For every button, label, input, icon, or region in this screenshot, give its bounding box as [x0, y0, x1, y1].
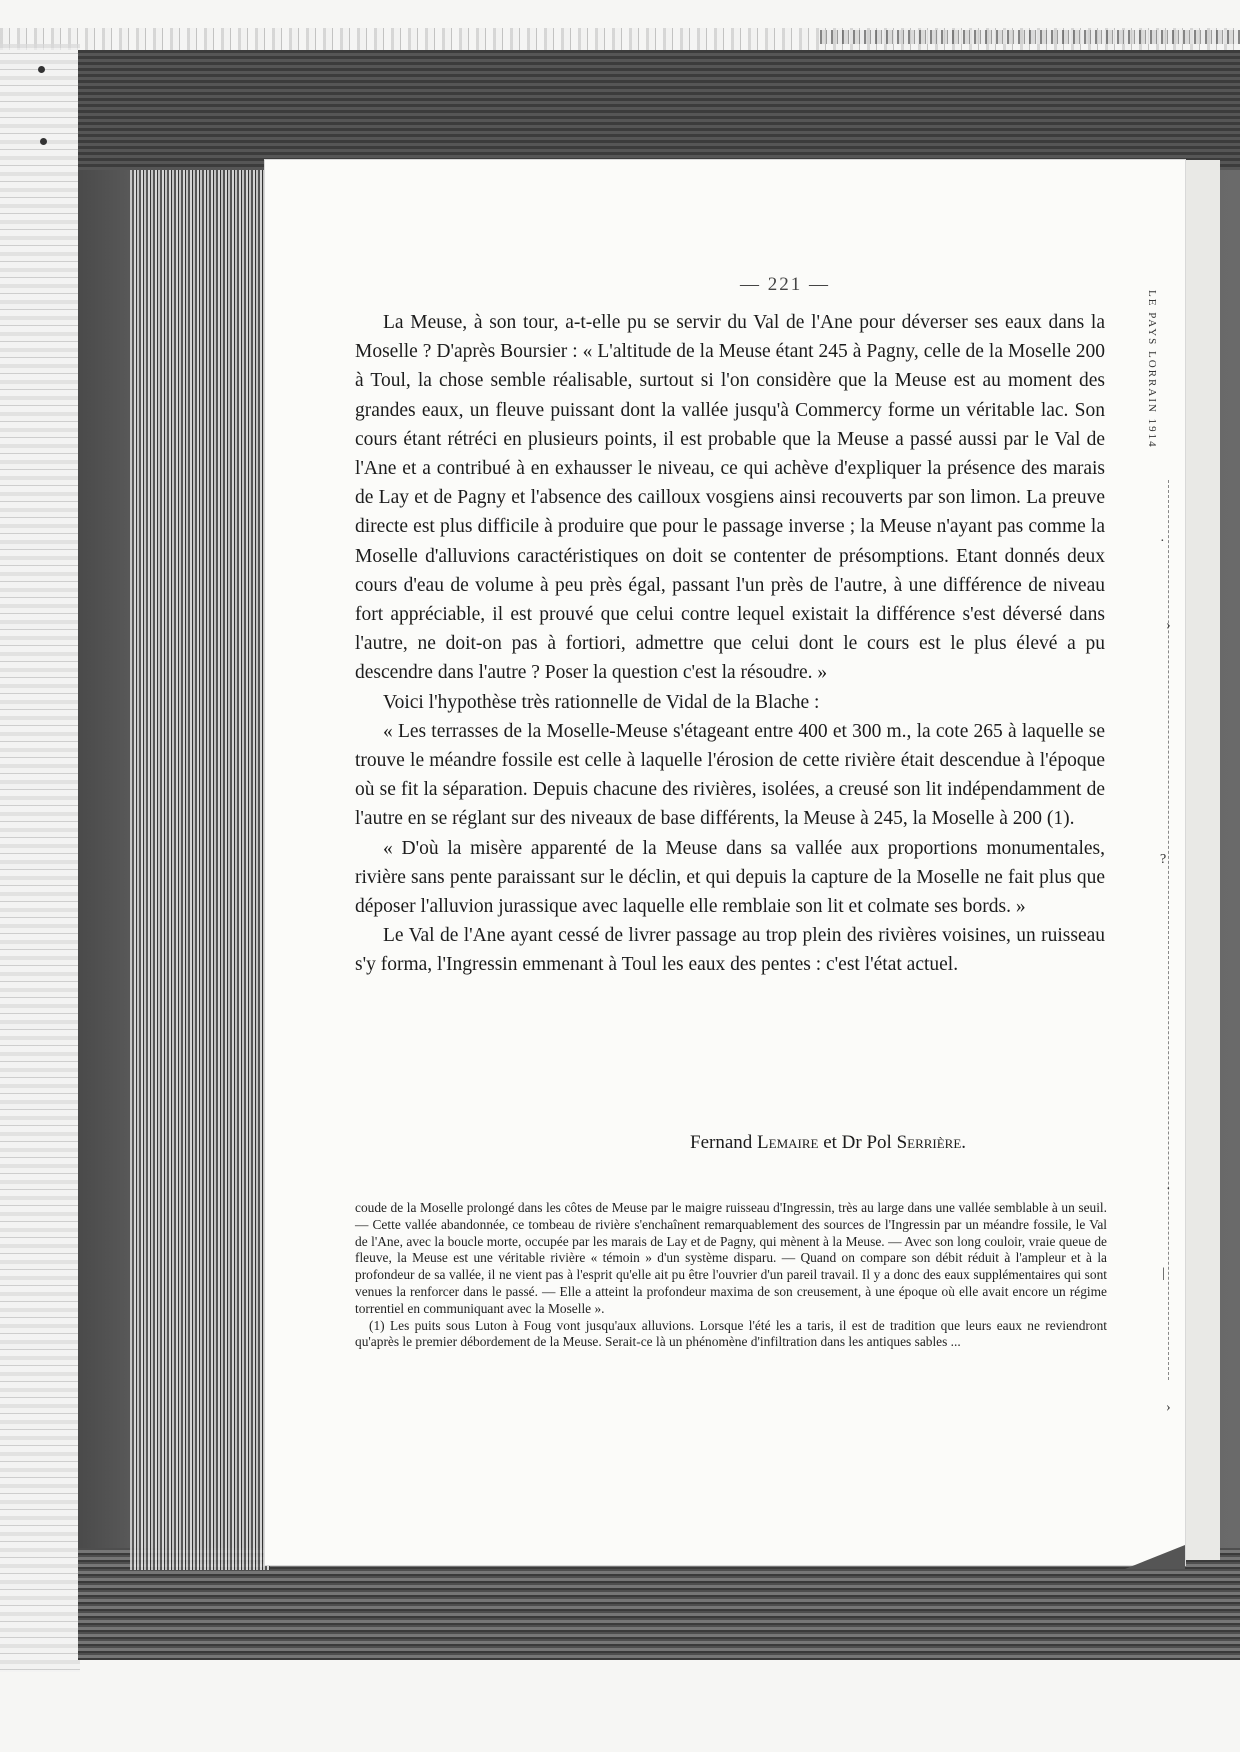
paragraph: La Meuse, à son tour, a-t-elle pu se servir du Val de l'Ane pour déverser ses eaux dans la Moselle ? D'après Boursier : « L'altitude de la Meuse étant 245 à Pagny, celle de la Moselle 200 à Toul, la chose semble réalisable, surtout si l'on considère que la Meuse est au moment des grandes eaux, un fleuve puissant dont la vallée jusqu'à Commercy forme un véritable lac. Son cours étant rétréci en plusieurs points, il est probable que la Meuse a passé aussi par le Val de l'Ane et a contribué à en exhausser le niveau, ce qui achève d'expliquer la présence des marais de Lay et de Pagny et l'absence des cailloux vosgiens ainsi recouverts par son limon. La preuve directe est plus difficile à produire que pour le passage inverse ; la Meuse n'ayant pas comme la Moselle d'alluvions caractéristiques on doit se contenter de présomptions. Etant donnés deux cours d'eau de volume à peu près égal, passant l'un près de l'autre, à une différence de niveau fort appréciable, il est prouvé que celui contre lequel existait la différence s'est déversé dans l'autre, ne doit-on pas à fortiori, admettre que celui dont le cours est le plus élevé a pu descendre dans l'autre ? Poser la question c'est la résoudre. » — [355, 312, 1105, 684]
margin-mark: › — [1166, 618, 1171, 633]
book-shadow-top — [78, 50, 1240, 170]
signature-name-2: Serrière. — [896, 1132, 967, 1153]
page-corner-curl — [1125, 1545, 1185, 1569]
scan-noise-top-right — [820, 30, 1240, 44]
scan-dot — [40, 138, 47, 145]
margin-mark: · — [1166, 1182, 1171, 1197]
footnotes — [355, 1200, 1107, 1351]
body-text — [355, 308, 1105, 980]
signature-prefix: Fernand — [690, 1132, 753, 1153]
margin-mark: › — [1166, 1400, 1171, 1415]
margin-mark: | — [1162, 1266, 1165, 1281]
margin-mark: ? — [1160, 852, 1167, 867]
footnote: coude de la Moselle prolongé dans les côtes de Meuse par le maigre ruisseau d'Ingressin, très au large dans une vallée semblable à un seuil. — Cette vallée abandonnée, ce tombeau de rivière s'enchaînent remarquablement des sources de l'Ingressin par un méandre fossile, le Val de l'Ane, avec la boucle morte, occupée par les marais de Lay et de Pagny, qui mènent à la Meuse. — Avec son long couloir, vraie queue de fleuve, la Meuse est une véritable rivière « témoin » d'un système disparu. — Quand on compare son débit réduit à l'ampleur et à la profondeur de sa vallée, il ne vient pas à l'esprit qu'elle ait pu être l'ouvrier d'un pareil travail. Il y a donc des eaux supplémentaires qui sont venues la renforcer dans le passé. — Elle a atteint la profondeur maxima de son creusement, à une époque où elle avait encore un régime torrentiel en communiquant avec la Moselle ». — [355, 1200, 1107, 1316]
scan-noise-left — [0, 44, 80, 1672]
paragraph: « D'où la misère apparenté de la Meuse dans sa vallée aux proportions monumentales, rivière sans pente paraissant sur le déclin, et qui depuis la capture de la Moselle ne fait plus que déposer l'alluvion jurassique avec laquelle elle remblaie son lit et colmate ses bords. » — [355, 837, 1105, 918]
page-number: — 221 — — [740, 274, 830, 295]
paragraph: Le Val de l'Ane ayant cessé de livrer passage au trop plein des rivières voisines, un ruisseau s'y forma, l'Ingressin emmenant à Toul les eaux des pentes : c'est l'état actuel. — [355, 925, 1105, 976]
book-page — [265, 160, 1185, 1565]
paragraph: « Les terrasses de la Moselle-Meuse s'étageant entre 400 et 300 m., la cote 265 à laquelle se trouve le méandre fossile est celle à laquelle l'érosion de cette rivière était descendue à l'époque où se fit la séparation. Depuis chacune des rivières, isolées, a creusé son lit indépendamment de l'autre en se réglant sur des niveaux de base différents, la Meuse à 245, la Moselle à 200 (1). — [355, 720, 1105, 830]
paragraph: Voici l'hypothèse très rationnelle de Vidal de la Blache : — [383, 691, 820, 713]
margin-marks — [1168, 480, 1181, 1380]
signature-name-1: Lemaire — [757, 1132, 819, 1153]
book-page-stack — [130, 170, 270, 1570]
author-signature — [690, 1132, 1110, 1154]
signature-mid: et Dr Pol — [823, 1132, 892, 1153]
margin-mark: · — [1160, 534, 1165, 549]
footnote: (1) Les puits sous Luton à Foug vont jusqu'aux alluvions. Lorsque l'été les a taris, il est de tradition que leurs eaux ne reviendront qu'après le premier débordement de la Meuse. Serait-ce là un phénomène d'infiltration dans les antiques sables ... — [355, 1317, 1107, 1350]
scan-dot — [38, 66, 45, 73]
running-header: LE PAYS LORRAIN 1914 — [1146, 290, 1158, 449]
